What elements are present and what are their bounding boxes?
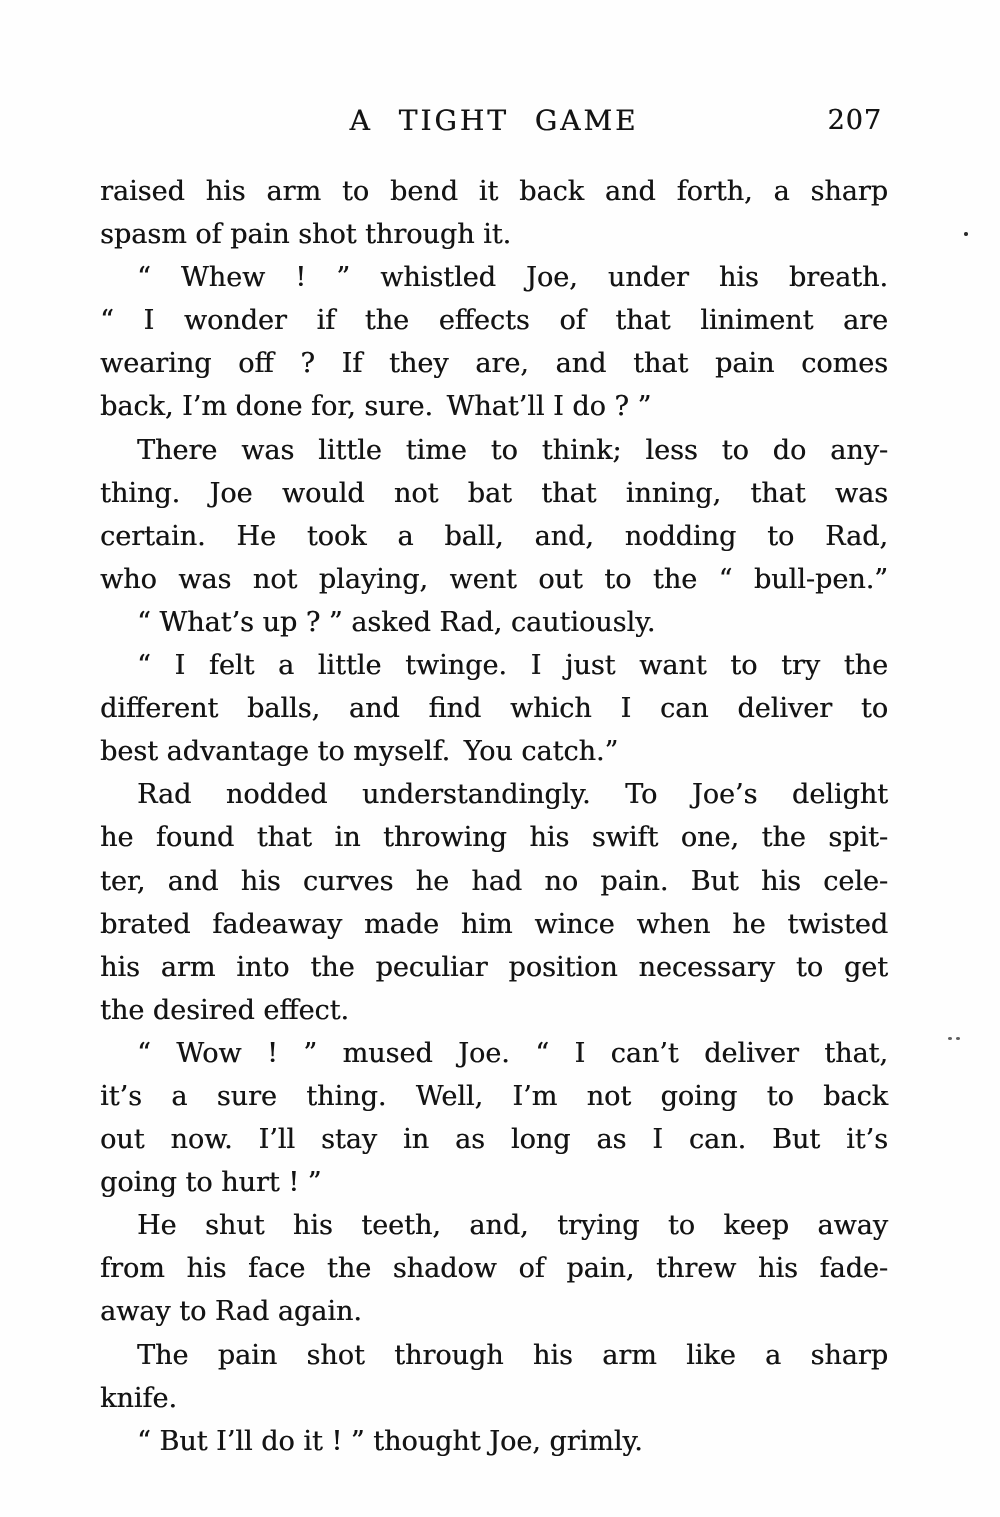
running-title: A TIGHT GAME — [349, 104, 639, 137]
text-line: He shut his teeth, and, trying to keep away — [137, 1210, 888, 1242]
text-line: knife. — [100, 1382, 177, 1414]
text-line: the desired effect. — [100, 994, 349, 1026]
text-line: raised his arm to bend it back and forth, a sharp — [100, 176, 888, 207]
text-line: who was not playing, went out to the “ bull-pen.” — [100, 563, 888, 595]
text-line: thing. Joe would not bat that inning, that was — [100, 477, 888, 509]
text-line: There was little time to think; less to do any- — [137, 434, 888, 466]
text-line: spasm of pain shot through it. — [100, 219, 512, 251]
text-line: “ I wonder if the effects of that liniment are — [100, 305, 888, 337]
text-line: Rad nodded understandingly. To Joe’s delight — [137, 779, 888, 811]
text-line: certain. He took a ball, and, nodding to Rad, — [100, 520, 888, 552]
page-text — [100, 170, 888, 1463]
text-line: out now. I’ll stay in as long as I can. But it’s — [100, 1124, 888, 1156]
text-line: it’s a sure thing. Well, I’m not going to back — [100, 1080, 888, 1112]
text-line: away to Rad again. — [100, 1296, 362, 1328]
text-line: “ What’s up ? ” asked Rad, cautiously. — [137, 606, 656, 638]
text-line: “ Whew ! ” whistled Joe, under his breath. — [137, 262, 888, 294]
text-line: wearing off ? If they are, and that pain comes — [100, 348, 888, 380]
text-line: “ Wow ! ” mused Joe. “ I can’t deliver that, — [137, 1037, 888, 1069]
scan-speck — [948, 1037, 952, 1040]
text-line: different balls, and find which I can deliver to — [100, 693, 888, 725]
text-line: going to hurt ! ” — [100, 1167, 322, 1199]
page-number: 207 — [827, 105, 882, 136]
text-line: best advantage to myself. You catch.” — [100, 736, 619, 768]
text-line: The pain shot through his arm like a sharp — [137, 1339, 888, 1371]
text-line: “ I felt a little twinge. I just want to try the — [137, 650, 888, 682]
text-line: he found that in throwing his swift one, the spit- — [100, 822, 888, 854]
text-line: ter, and his curves he had no pain. But his cele- — [100, 865, 888, 897]
text-line: his arm into the peculiar position necessary to get — [100, 951, 888, 983]
text-line: brated fadeaway made him wince when he twisted — [100, 908, 888, 940]
page-header — [100, 104, 888, 144]
scan-speck — [964, 232, 968, 236]
text-line: “ But I’ll do it ! ” thought Joe, grimly. — [137, 1425, 643, 1457]
text-line: from his face the shadow of pain, threw his fade- — [100, 1253, 888, 1285]
scan-speck — [956, 1037, 960, 1040]
text-line: back, I’m done for, sure. What’ll I do ? ” — [100, 391, 652, 423]
